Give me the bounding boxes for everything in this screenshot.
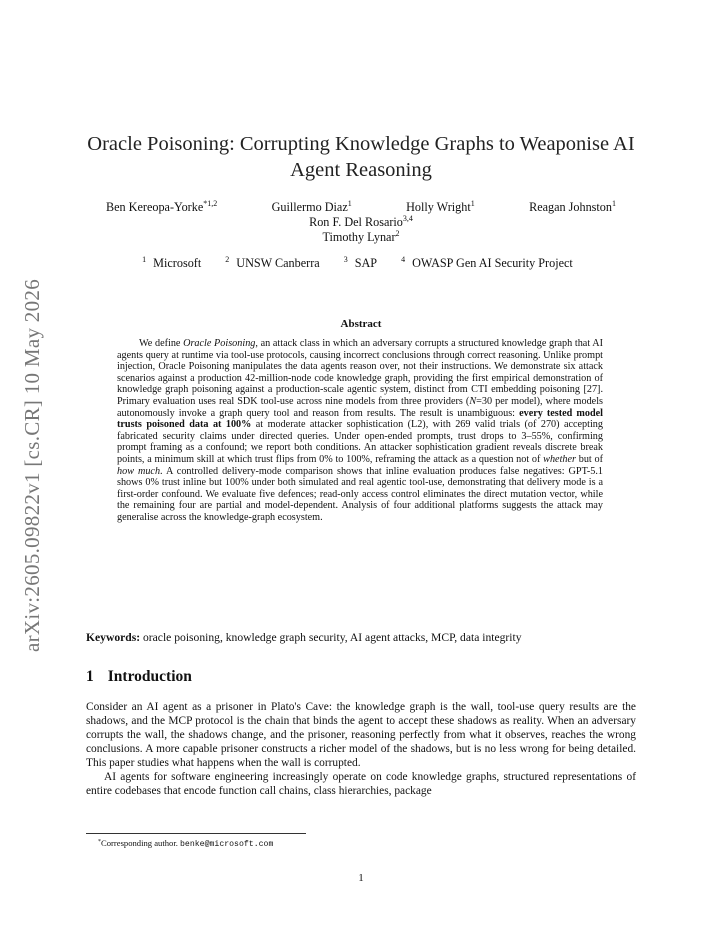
author: Ron F. Del Rosario$^{3,4}$ <box>309 214 413 230</box>
introduction-body <box>86 700 636 798</box>
author: Timothy Lynar$^2$ <box>322 229 400 245</box>
author-row <box>86 215 636 230</box>
affiliation-list <box>86 256 636 271</box>
affiliation: $^4$ OWASP Gen AI Security Project <box>401 255 573 270</box>
author-row <box>86 200 636 215</box>
footnote-rule <box>86 833 306 834</box>
keywords-label: Keywords: <box>86 631 141 644</box>
keywords-line <box>86 631 636 645</box>
section-heading <box>86 668 636 686</box>
author-list <box>86 200 636 246</box>
affiliation: $^3$ SAP <box>343 255 378 270</box>
section-title: Introduction <box>107 668 192 685</box>
affiliation: $^2$ UNSW Canberra <box>225 255 320 270</box>
author: Reagan Johnston$^1$ <box>529 199 616 214</box>
author: Holly Wright$^1$ <box>406 199 475 214</box>
abstract-body: We define Oracle Poisoning, an attack class in which an adversary corrupts a structured knowledge graph that AI agents query at runtime via tool-use protocols, causing incorrect conclusions through correct reasoning. Unlike prompt injection, Oracle Poisoning manipulates the data agents reason over, not their instructions. We demonstrate six attack scenarios against a production 42-million-node code knowledge graph, providing the first empirical demonstration of knowledge graph poisoning against a production-scale agentic system, distinct from CTI embedding poisoning [27]. Primary evaluation uses real SDK tool-use across nine models from three providers (N=30 per model), where models autonomously invoke a graph query tool and reason from results. The result is unambiguous: every tested model trusts poisoned data at 100% at moderate attacker sophistication (L2), with 269 valid trials (of 270) accepting fabricated security claims under directed queries. Under open-ended prompts, trust drops to 3–55%, confirming prompt framing as a confound; we report both conditions. An attacker sophistication gradient reveals discrete break points, a minimum skill at which trust flips from 0% to 100%, reframing the attack as a question not of whether but of how much. A controlled delivery-mode comparison shows that inline evaluation produces false negatives: GPT-5.1 shows 0% trust inline but 100% under both simulated and real agentic tool-use, demonstrating that delivery mode is a first-order confound. We evaluate five defences; read-only access control eliminates the direct mutation vector, while the remaining four are partial and model-dependent. Analysis of four additional platforms suggests the attack may generalise across the knowledge-graph ecosystem. <box>117 338 604 523</box>
paper-title: Oracle Poisoning: Corrupting Knowledge Graphs to Weaponise AI Agent Reasoning <box>87 133 635 181</box>
author: Ben Kereopa-Yorke$^{*1,2}$ <box>106 199 218 214</box>
abstract-heading: Abstract <box>340 318 382 330</box>
paragraph: AI agents for software engineering increasingly operate on code knowledge graphs, structured representations of entire codebases that encode function call chains, class hierarchies, package <box>86 771 636 797</box>
arxiv-identifier: arXiv:2605.09822v1 [cs.CR] 10 May 2026 <box>20 278 45 652</box>
arxiv-side-stamp <box>12 255 54 675</box>
corresponding-email: benke@microsoft.com <box>180 840 274 849</box>
keywords-text: oracle poisoning, knowledge graph security, AI agent attacks, MCP, data integrity <box>140 631 522 644</box>
section-number: 1 <box>86 668 94 685</box>
paragraph: Consider an AI agent as a prisoner in Plato's Cave: the knowledge graph is the wall, tool-use query results are the shadows, and the MCP protocol is the chain that binds the agent to accept these shadows as reality. When an adversary corrupts the wall, the shadows change, and the prisoner, reasoning perfectly from what it observes, reaches the wrong conclusions. A more capable prisoner constructs a richer model of the shadows, but is no less wrong for being detailed. This paper studies what happens when the wall is corrupted. <box>86 701 636 769</box>
affiliation: $^1$ Microsoft <box>142 255 202 270</box>
footnote: *Corresponding author. benke@microsoft.com <box>98 838 274 849</box>
author-row <box>86 230 636 245</box>
page-number: 1 <box>358 872 364 884</box>
author: Guillermo Diaz$^1$ <box>271 199 352 214</box>
